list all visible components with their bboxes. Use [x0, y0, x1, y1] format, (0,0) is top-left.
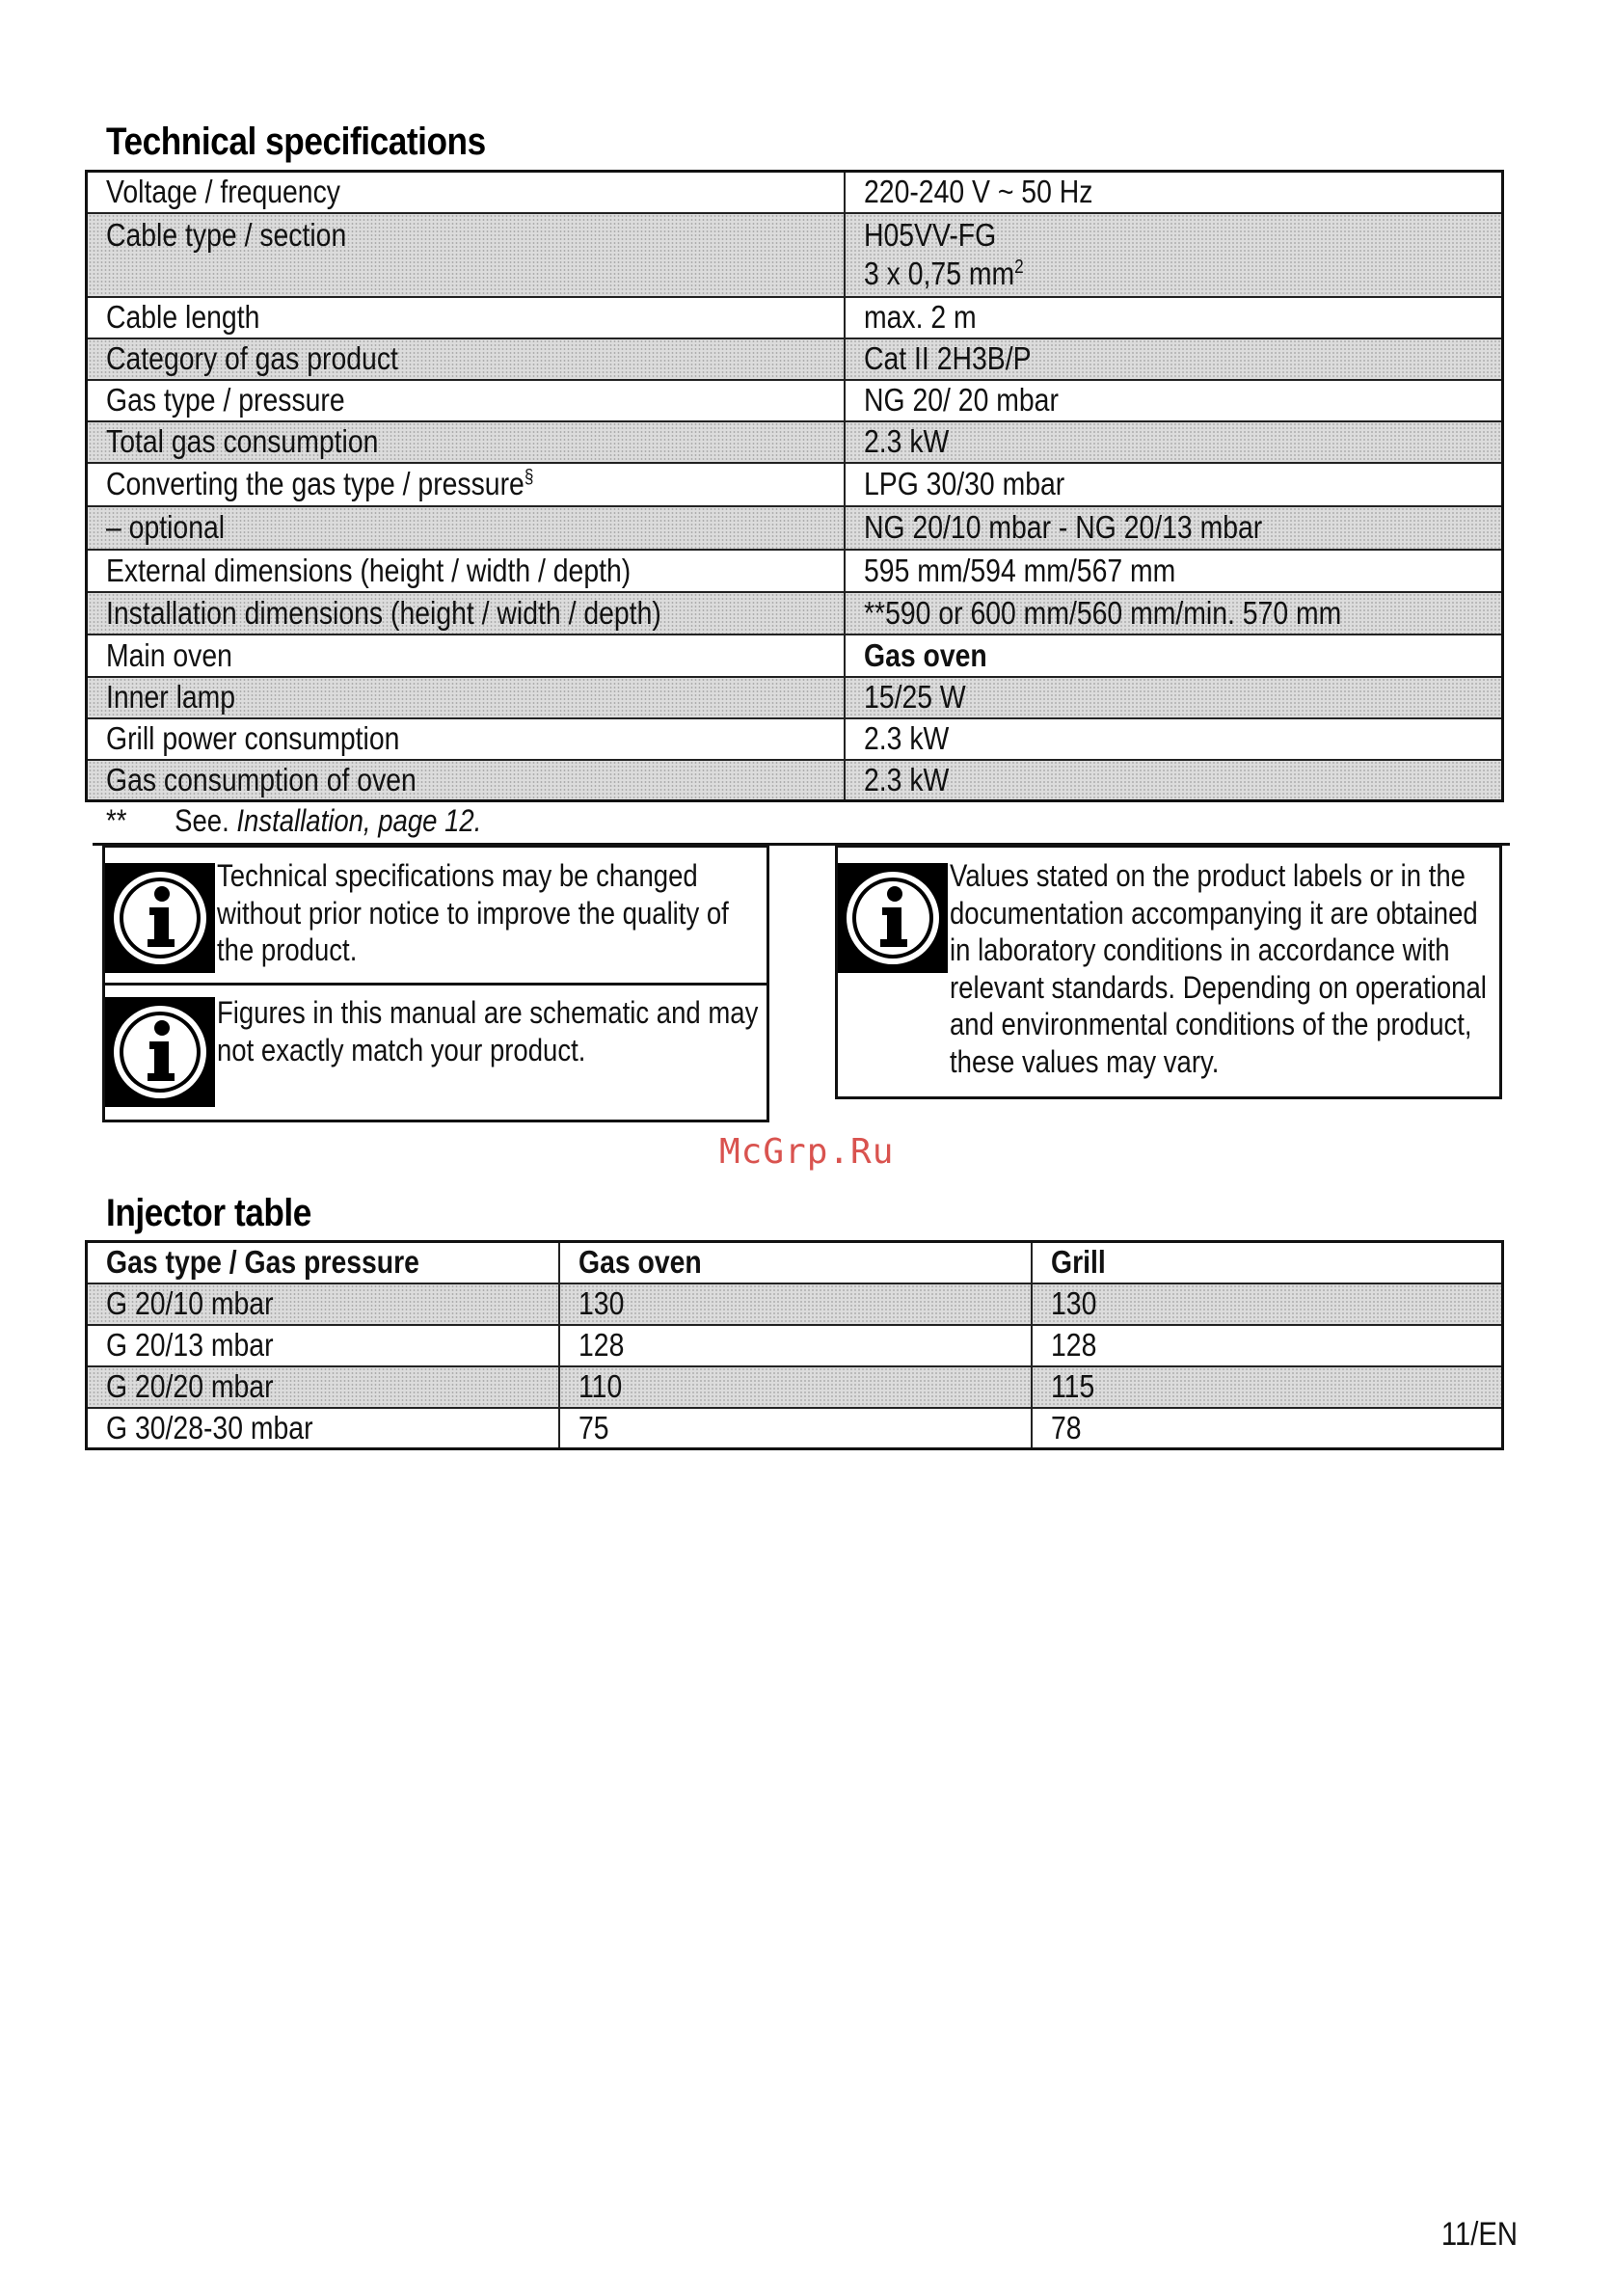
table-row [87, 506, 1503, 550]
info-icon [105, 863, 215, 973]
spec-label: Gas consumption of oven [87, 760, 845, 801]
spec-table [85, 170, 1504, 802]
spec-label: Converting the gas type / pressure§ [87, 463, 845, 506]
spec-label: External dimensions (height / width / depth) [87, 550, 845, 592]
table-cell: 128 [559, 1325, 1032, 1366]
table-header-row [87, 1242, 1503, 1283]
table-cell: 130 [559, 1283, 1032, 1325]
footnote-text: See. [175, 803, 237, 838]
table-row [87, 718, 1503, 760]
table-cell: G 20/20 mbar [87, 1366, 559, 1408]
table-row [87, 463, 1503, 506]
table-row [87, 592, 1503, 635]
spec-label: Cable length [87, 297, 845, 338]
spec-value: 595 mm/594 mm/567 mm [845, 550, 1503, 592]
table-cell: G 30/28-30 mbar [87, 1408, 559, 1449]
spec-label: Inner lamp [87, 677, 845, 718]
spec-label: Total gas consumption [87, 421, 845, 463]
info-note-1: Technical specifications may be changed without prior notice to improve the quality of the product. [217, 858, 729, 967]
info-icon [105, 997, 215, 1107]
spec-label: Grill power consumption [87, 718, 845, 760]
table-cell: G 20/13 mbar [87, 1325, 559, 1366]
table-cell: 78 [1032, 1408, 1503, 1449]
spec-value: 15/25 W [845, 677, 1503, 718]
table-row [87, 172, 1503, 213]
table-row [87, 421, 1503, 463]
injector-title: Injector table [106, 1192, 311, 1234]
spec-label: – optional [87, 506, 845, 550]
table-row [87, 635, 1503, 677]
table-row [87, 297, 1503, 338]
spec-value: **590 or 600 mm/560 mm/min. 570 mm [845, 592, 1503, 635]
table-cell: 128 [1032, 1325, 1503, 1366]
table-row [87, 550, 1503, 592]
page-number: 11/EN [1440, 2216, 1518, 2253]
spec-value: NG 20/10 mbar - NG 20/13 mbar [845, 506, 1503, 550]
spec-label: Cable type / section [87, 213, 845, 297]
spec-label: Voltage / frequency [87, 172, 845, 213]
spec-value: H05VV-FG 3 x 0,75 $mm^2$ [845, 213, 1503, 297]
info-box-left [102, 845, 769, 1122]
info-box-right [835, 845, 1502, 1099]
spec-value: LPG 30/30 mbar [845, 463, 1503, 506]
spec-title: Technical specifications [106, 121, 486, 163]
table-row [87, 1283, 1503, 1325]
injector-table [85, 1240, 1504, 1450]
spec-value: 2.3 kW [845, 718, 1503, 760]
footnote-link-text: Installation, page 12. [236, 803, 482, 838]
spec-value: 2.3 kW [845, 421, 1503, 463]
table-row [87, 677, 1503, 718]
spec-footnote [106, 802, 543, 839]
spec-label: Main oven [87, 635, 845, 677]
table-cell: 130 [1032, 1283, 1503, 1325]
footnote-marker: ** [106, 803, 127, 838]
info-box-divider [105, 983, 767, 986]
spec-value: 2.3 kW [845, 760, 1503, 801]
table-row [87, 380, 1503, 421]
spec-value: Gas oven [845, 635, 1503, 677]
table-cell: 75 [559, 1408, 1032, 1449]
info-note-3: Values stated on the product labels or in the documentation accompanying it are obtained in laboratory conditions in accordance with relevant standards. Depending on operational and environmental conditions of the product, these values may vary. [950, 858, 1487, 1079]
table-cell: 110 [559, 1366, 1032, 1408]
table-row [87, 760, 1503, 801]
spec-value: NG 20/ 20 mbar [845, 380, 1503, 421]
table-row [87, 1408, 1503, 1449]
column-header: Gas oven [559, 1242, 1032, 1283]
spec-value: max. 2 m [845, 297, 1503, 338]
table-cell: 115 [1032, 1366, 1503, 1408]
column-header: Gas type / Gas pressure [87, 1242, 559, 1283]
watermark: McGrp.Ru [719, 1132, 895, 1172]
spec-value: Cat II 2H3B/P [845, 338, 1503, 380]
table-row [87, 213, 1503, 297]
info-note-2: Figures in this manual are schematic and may not exactly match your product. [217, 995, 759, 1067]
spec-label: Installation dimensions (height / width / depth) [87, 592, 845, 635]
spec-label: Gas type / pressure [87, 380, 845, 421]
table-cell: G 20/10 mbar [87, 1283, 559, 1325]
column-header: Grill [1032, 1242, 1503, 1283]
table-row [87, 1366, 1503, 1408]
info-icon [838, 863, 948, 973]
spec-value: 220-240 V ~ 50 Hz [845, 172, 1503, 213]
spec-label: Category of gas product [87, 338, 845, 380]
table-row [87, 338, 1503, 380]
table-row [87, 1325, 1503, 1366]
